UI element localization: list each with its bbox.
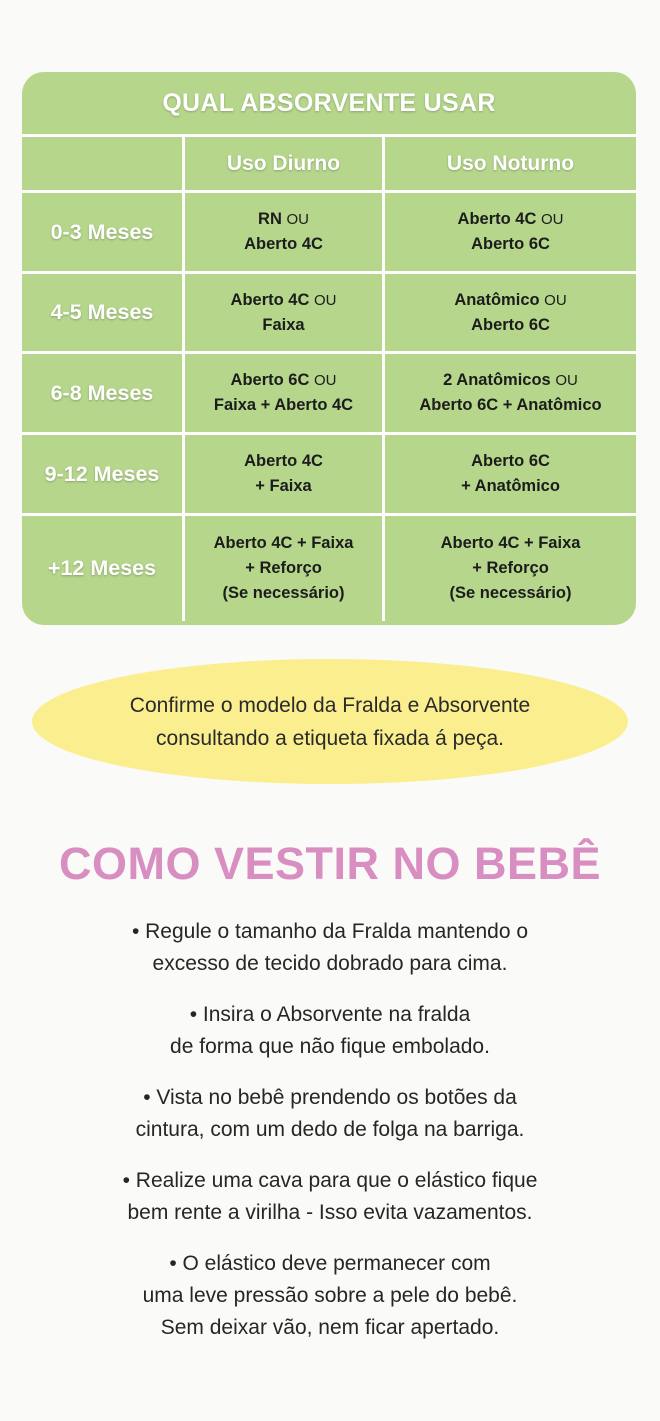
table-header-row — [22, 137, 636, 192]
day-option-b: Aberto 4C — [244, 235, 323, 253]
day-option-a: Aberto 6C — [230, 371, 310, 389]
table-row — [22, 515, 636, 622]
night-option-a: Aberto 6C — [471, 452, 550, 470]
step-line: uma leve pressão sobre a pele do bebê. — [142, 1284, 518, 1307]
howto-step — [0, 999, 660, 1063]
day-cell — [184, 434, 384, 515]
howto-step — [0, 1082, 660, 1146]
or-word: OU — [544, 291, 567, 309]
day-cell — [184, 353, 384, 434]
day-option-b: Faixa — [262, 315, 305, 334]
absorbent-grid — [22, 137, 636, 621]
day-cell — [184, 273, 384, 353]
day-cell — [184, 192, 384, 273]
howto-step — [0, 916, 660, 980]
night-option-a: Aberto 4C + Faixa — [440, 534, 581, 552]
night-option-a: Anatômico — [454, 290, 540, 309]
day-option-a: Aberto 4C — [230, 290, 310, 309]
absorbent-table — [22, 72, 636, 625]
night-option-a: Aberto 4C — [457, 210, 537, 228]
night-option-b: Aberto 6C — [471, 235, 550, 253]
table-row — [22, 434, 636, 515]
notice-line: Confirme o modelo da Fralda e Absorvente — [129, 693, 531, 717]
step-line: excesso de tecido dobrado para cima. — [152, 952, 508, 975]
header-blank-cell — [22, 137, 184, 192]
or-word: OU — [555, 372, 578, 389]
night-option-b: + Anatômico — [461, 477, 560, 495]
header-night-use: Uso Noturno — [384, 137, 637, 192]
day-option-a: Aberto 4C + Faixa — [213, 534, 354, 552]
day-option-c: (Se necessário) — [222, 584, 345, 602]
step-line: de forma que não fique embolado. — [170, 1035, 490, 1058]
header-day-use: Uso Diurno — [184, 137, 384, 192]
night-option-c: (Se necessário) — [449, 584, 572, 602]
step-line: • Realize uma cava para que o elástico fique — [122, 1169, 538, 1192]
or-word: OU — [313, 372, 337, 389]
day-cell — [184, 515, 384, 622]
or-word: OU — [313, 291, 337, 309]
step-line: Sem deixar vão, nem ficar apertado. — [160, 1316, 500, 1339]
step-line: • Insira o Absorvente na fralda — [189, 1003, 471, 1026]
night-option-a: 2 Anatômicos — [443, 371, 551, 389]
step-line: • Regule o tamanho da Fralda mantendo o — [131, 920, 529, 943]
day-option-b: + Faixa — [255, 477, 312, 495]
howto-step — [0, 1165, 660, 1229]
table-row — [22, 273, 636, 353]
day-option-a: RN — [258, 210, 282, 228]
night-cell — [384, 353, 637, 434]
notice-line: consultando a etiqueta fixada á peça. — [156, 726, 504, 750]
night-cell — [384, 273, 637, 353]
age-cell: 6-8 Meses — [22, 353, 184, 434]
age-cell: +12 Meses — [22, 515, 184, 622]
night-option-b: Aberto 6C + Anatômico — [419, 396, 602, 414]
howto-title: COMO VESTIR NO BEBÊ — [58, 838, 602, 889]
night-cell — [384, 434, 637, 515]
step-line: bem rente a virilha - Isso evita vazamentos. — [127, 1201, 533, 1224]
table-title: QUAL ABSORVENTE USAR — [22, 72, 636, 137]
step-line: cintura, com um dedo de folga na barriga. — [135, 1118, 525, 1141]
night-cell — [384, 192, 637, 273]
age-cell: 9-12 Meses — [22, 434, 184, 515]
night-option-b: Aberto 6C — [471, 315, 550, 334]
howto-step — [0, 1248, 660, 1344]
age-cell: 0-3 Meses — [22, 192, 184, 273]
notice-bubble — [32, 659, 628, 784]
night-cell — [384, 515, 637, 622]
step-line: • O elástico deve permanecer com — [169, 1252, 491, 1275]
howto-steps — [0, 916, 660, 1363]
or-word: OU — [540, 211, 564, 228]
step-line: • Vista no bebê prendendo os botões da — [143, 1086, 517, 1109]
table-row — [22, 192, 636, 273]
day-option-b: + Reforço — [245, 559, 322, 577]
table-row — [22, 353, 636, 434]
day-option-b: Faixa + Aberto 4C — [213, 396, 354, 414]
day-option-a: Aberto 4C — [244, 452, 323, 470]
or-word: OU — [286, 211, 309, 228]
night-option-b: + Reforço — [472, 559, 549, 577]
age-cell: 4-5 Meses — [22, 273, 184, 353]
